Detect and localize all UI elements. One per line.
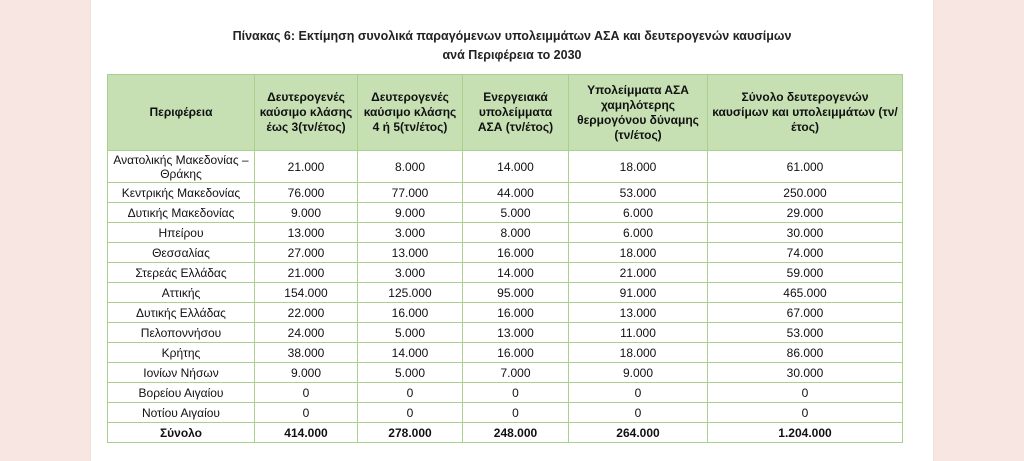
table-row	[108, 363, 903, 383]
cell-region: Κρήτης	[108, 343, 255, 363]
cell-region: Κεντρικής Μακεδονίας	[108, 183, 255, 203]
table-row	[108, 263, 903, 283]
cell-region: Νοτίου Αιγαίου	[108, 403, 255, 423]
cell-region: Δυτικής Ελλάδας	[108, 303, 255, 323]
cell-value: 8.000	[463, 223, 569, 243]
cell-value: 91.000	[569, 283, 708, 303]
total-value: 414.000	[255, 423, 358, 443]
cell-region: Πελοποννήσου	[108, 323, 255, 343]
cell-value: 0	[358, 403, 463, 423]
cell-value: 21.000	[255, 151, 358, 183]
cell-value: 13.000	[569, 303, 708, 323]
cell-value: 9.000	[255, 363, 358, 383]
cell-value: 18.000	[569, 343, 708, 363]
cell-value: 0	[255, 383, 358, 403]
cell-value: 5.000	[358, 323, 463, 343]
cell-value: 24.000	[255, 323, 358, 343]
cell-value: 13.000	[358, 243, 463, 263]
cell-region: Ηπείρου	[108, 223, 255, 243]
cell-value: 16.000	[463, 303, 569, 323]
header-total: Σύνολο δευτερογενών καυσίμων και υπολειμμάτων (τν/έτος)	[708, 75, 903, 151]
cell-value: 61.000	[708, 151, 903, 183]
cell-value: 0	[708, 383, 903, 403]
cell-value: 18.000	[569, 243, 708, 263]
header-fuel-class-3: Δευτερογενές καύσιμο κλάσης έως 3(τν/έτος)	[255, 75, 358, 151]
cell-value: 13.000	[255, 223, 358, 243]
cell-region: Ιονίων Νήσων	[108, 363, 255, 383]
cell-value: 0	[569, 383, 708, 403]
table-caption	[91, 27, 933, 65]
cell-value: 0	[255, 403, 358, 423]
cell-value: 21.000	[569, 263, 708, 283]
cell-value: 30.000	[708, 363, 903, 383]
cell-value: 67.000	[708, 303, 903, 323]
cell-value: 38.000	[255, 343, 358, 363]
cell-value: 53.000	[569, 183, 708, 203]
cell-value: 16.000	[463, 243, 569, 263]
cell-value: 6.000	[569, 203, 708, 223]
cell-value: 74.000	[708, 243, 903, 263]
cell-region: Αττικής	[108, 283, 255, 303]
table-row	[108, 183, 903, 203]
cell-value: 5.000	[463, 203, 569, 223]
cell-value: 95.000	[463, 283, 569, 303]
table-row	[108, 203, 903, 223]
cell-value: 16.000	[463, 343, 569, 363]
table-row	[108, 303, 903, 323]
cell-value: 76.000	[255, 183, 358, 203]
header-low-calorific-residues: Υπολείμματα ΑΣΑ χαμηλότερης θερμογόνου δύναμης (τν/έτος)	[569, 75, 708, 151]
table-row	[108, 283, 903, 303]
cell-value: 125.000	[358, 283, 463, 303]
cell-value: 250.000	[708, 183, 903, 203]
cell-value: 77.000	[358, 183, 463, 203]
cell-value: 9.000	[358, 203, 463, 223]
cell-value: 5.000	[358, 363, 463, 383]
table-row	[108, 383, 903, 403]
cell-value: 86.000	[708, 343, 903, 363]
cell-value: 14.000	[463, 151, 569, 183]
table-row	[108, 151, 903, 183]
total-value: 248.000	[463, 423, 569, 443]
cell-region: Βορείου Αιγαίου	[108, 383, 255, 403]
cell-value: 59.000	[708, 263, 903, 283]
cell-region: Θεσσαλίας	[108, 243, 255, 263]
cell-value: 30.000	[708, 223, 903, 243]
cell-value: 3.000	[358, 263, 463, 283]
caption-line-2: ανά Περιφέρεια το 2030	[442, 48, 582, 62]
cell-value: 16.000	[358, 303, 463, 323]
cell-value: 154.000	[255, 283, 358, 303]
cell-value: 29.000	[708, 203, 903, 223]
caption-line-1: Πίνακας 6: Εκτίμηση συνολικά παραγόμενων υπολειμμάτων ΑΣΑ και δευτερογενών καυσίμων	[232, 29, 792, 43]
cell-value: 9.000	[569, 363, 708, 383]
regions-table	[107, 74, 903, 443]
cell-value: 0	[358, 383, 463, 403]
table-row	[108, 403, 903, 423]
cell-region: Ανατολικής Μακεδονίας – Θράκης	[108, 151, 255, 183]
table-total-row	[108, 423, 903, 443]
cell-value: 13.000	[463, 323, 569, 343]
cell-value: 18.000	[569, 151, 708, 183]
cell-value: 9.000	[255, 203, 358, 223]
cell-value: 21.000	[255, 263, 358, 283]
table-row	[108, 223, 903, 243]
table-header-row	[108, 75, 903, 151]
total-label: Σύνολο	[108, 423, 255, 443]
cell-value: 14.000	[463, 263, 569, 283]
cell-value: 22.000	[255, 303, 358, 323]
cell-value: 11.000	[569, 323, 708, 343]
cell-value: 53.000	[708, 323, 903, 343]
header-fuel-class-4-5: Δευτερογενές καύσιμο κλάσης 4 ή 5(τν/έτος)	[358, 75, 463, 151]
header-region: Περιφέρεια	[108, 75, 255, 151]
total-value: 278.000	[358, 423, 463, 443]
cell-value: 44.000	[463, 183, 569, 203]
cell-region: Στερεάς Ελλάδας	[108, 263, 255, 283]
cell-value: 6.000	[569, 223, 708, 243]
cell-value: 0	[708, 403, 903, 423]
cell-value: 0	[569, 403, 708, 423]
table-row	[108, 243, 903, 263]
cell-value: 465.000	[708, 283, 903, 303]
cell-value: 14.000	[358, 343, 463, 363]
header-energy-residues: Ενεργειακά υπολείμματα ΑΣΑ (τν/έτος)	[463, 75, 569, 151]
total-value: 264.000	[569, 423, 708, 443]
document-page	[91, 0, 933, 461]
cell-value: 7.000	[463, 363, 569, 383]
cell-value: 27.000	[255, 243, 358, 263]
table-row	[108, 323, 903, 343]
cell-value: 8.000	[358, 151, 463, 183]
cell-value: 3.000	[358, 223, 463, 243]
cell-value: 0	[463, 383, 569, 403]
total-value: 1.204.000	[708, 423, 903, 443]
table-row	[108, 343, 903, 363]
cell-value: 0	[463, 403, 569, 423]
cell-region: Δυτικής Μακεδονίας	[108, 203, 255, 223]
